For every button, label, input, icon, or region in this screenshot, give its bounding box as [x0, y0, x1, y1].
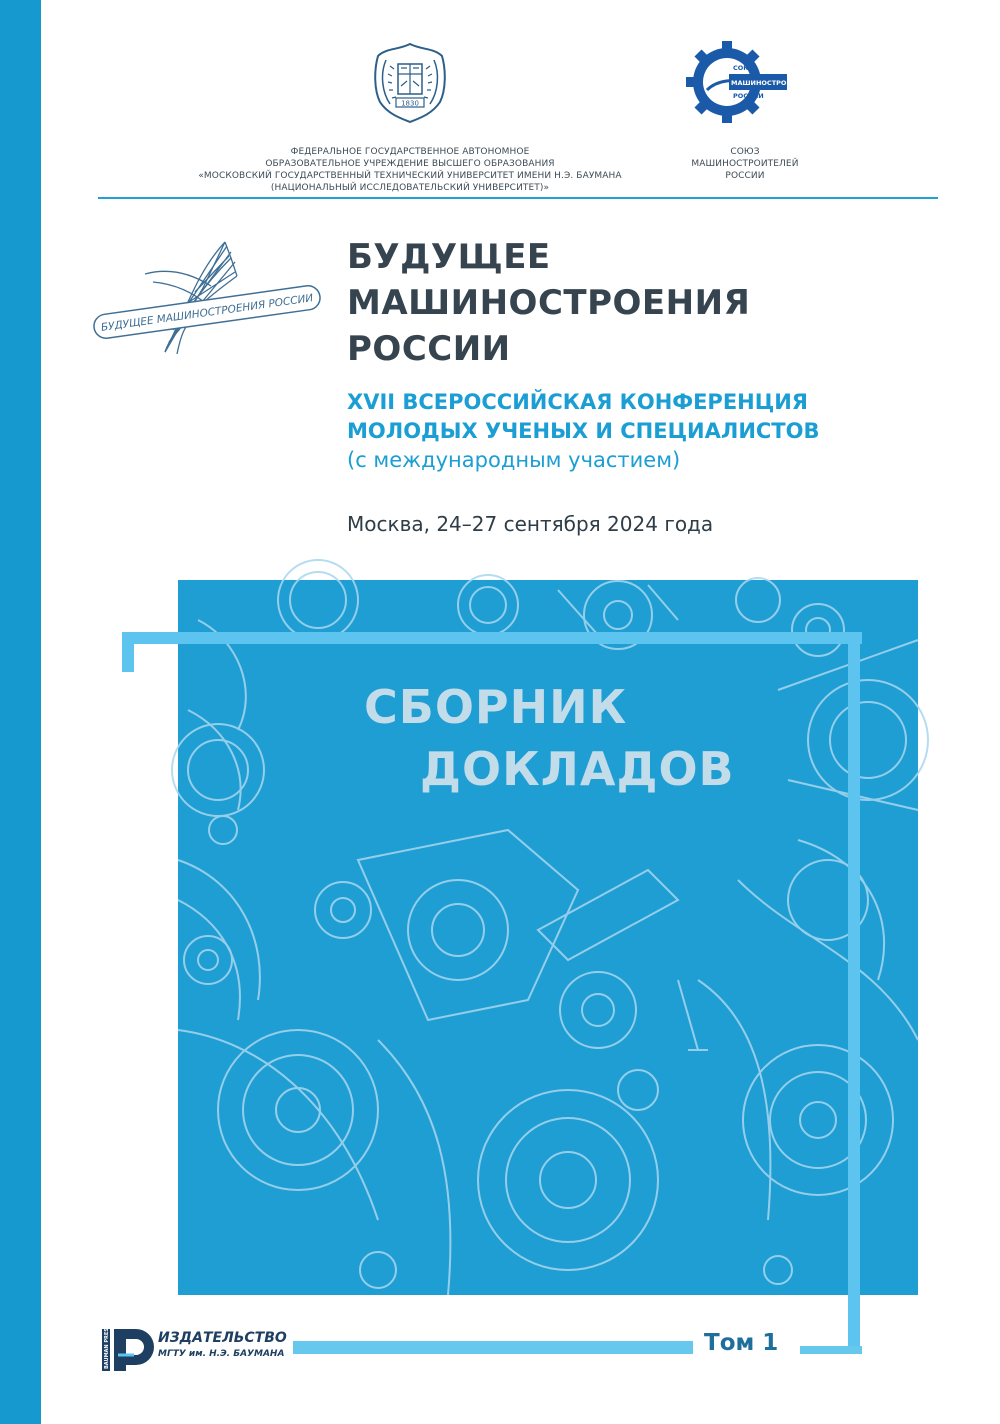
conference-subtitle: [347, 388, 820, 475]
volume-label: Том 1: [704, 1330, 779, 1356]
subtitle-line-2: МОЛОДЫХ УЧЕНЫХ И СПЕЦИАЛИСТОВ: [347, 419, 820, 443]
university-line-3: «МОСКОВСКИЙ ГОСУДАРСТВЕННЫЙ ТЕХНИЧЕСКИЙ УНИВЕРСИТЕТ ИМЕНИ Н.Э. БАУМАНА: [198, 171, 622, 181]
publisher-sub: МГТУ им. Н.Э. БАУМАНА: [158, 1349, 285, 1359]
frame-left: [122, 632, 134, 672]
publisher-side-text: BAUMAN PRESS: [104, 1324, 110, 1369]
union-line-1: СОЮЗ: [730, 147, 760, 157]
university-header: [190, 40, 630, 194]
subtitle-line-1: XVII ВСЕРОССИЙСКАЯ КОНФЕРЕНЦИЯ: [347, 390, 808, 414]
union-logo-word-3: РОССИИ: [733, 92, 764, 100]
emblem-year: 1830: [401, 99, 419, 108]
union-header: [660, 40, 830, 182]
bmstu-coat-of-arms-icon: [368, 40, 452, 124]
gear-logo-icon: [685, 40, 817, 124]
conference-date: Москва, 24–27 сентября 2024 года: [347, 512, 714, 536]
collection-line-1: СБОРНИК: [364, 680, 628, 734]
subtitle-paren: (с международным участием): [347, 448, 681, 472]
publisher-name: ИЗДАТЕЛЬСТВО: [158, 1330, 287, 1346]
university-line-2: ОБРАЗОВАТЕЛЬНОЕ УЧРЕЖДЕНИЕ ВЫСШЕГО ОБРАЗОВАНИЯ: [265, 159, 555, 169]
wireframe-gear-logo-icon: [85, 222, 330, 362]
book-title: [347, 234, 750, 372]
union-logo-word-1: СОЮЗ: [733, 64, 756, 72]
frame-top: [122, 632, 862, 644]
machine-parts-illustration: [178, 580, 918, 1295]
bottom-frame-bar: [293, 1341, 693, 1354]
title-line-2: МАШИНОСТРОЕНИЯ: [347, 283, 751, 323]
title-line-1: БУДУЩЕЕ: [347, 237, 551, 277]
header-divider: [98, 197, 938, 199]
bottom-frame-corner: [800, 1346, 862, 1354]
collection-line-2: ДОКЛАДОВ: [420, 742, 735, 796]
title-line-3: РОССИИ: [347, 329, 511, 369]
union-line-2: МАШИНОСТРОИТЕЛЕЙ: [691, 159, 799, 169]
university-line-1: ФЕДЕРАЛЬНОЕ ГОСУДАРСТВЕННОЕ АВТОНОМНОЕ: [290, 147, 530, 157]
conference-logo-text: БУДУЩЕЕ МАШИНОСТРОЕНИЯ РОССИИ: [100, 292, 314, 334]
university-line-4: (НАЦИОНАЛЬНЫЙ ИССЛЕДОВАТЕЛЬСКИЙ УНИВЕРСИТЕТ)»: [270, 183, 550, 193]
left-accent-stripe: [0, 0, 41, 1424]
union-line-3: РОССИИ: [725, 171, 765, 181]
union-logo-word-2: МАШИНОСТРОИТЕЛЕЙ: [731, 79, 817, 87]
frame-right: [848, 632, 860, 1354]
